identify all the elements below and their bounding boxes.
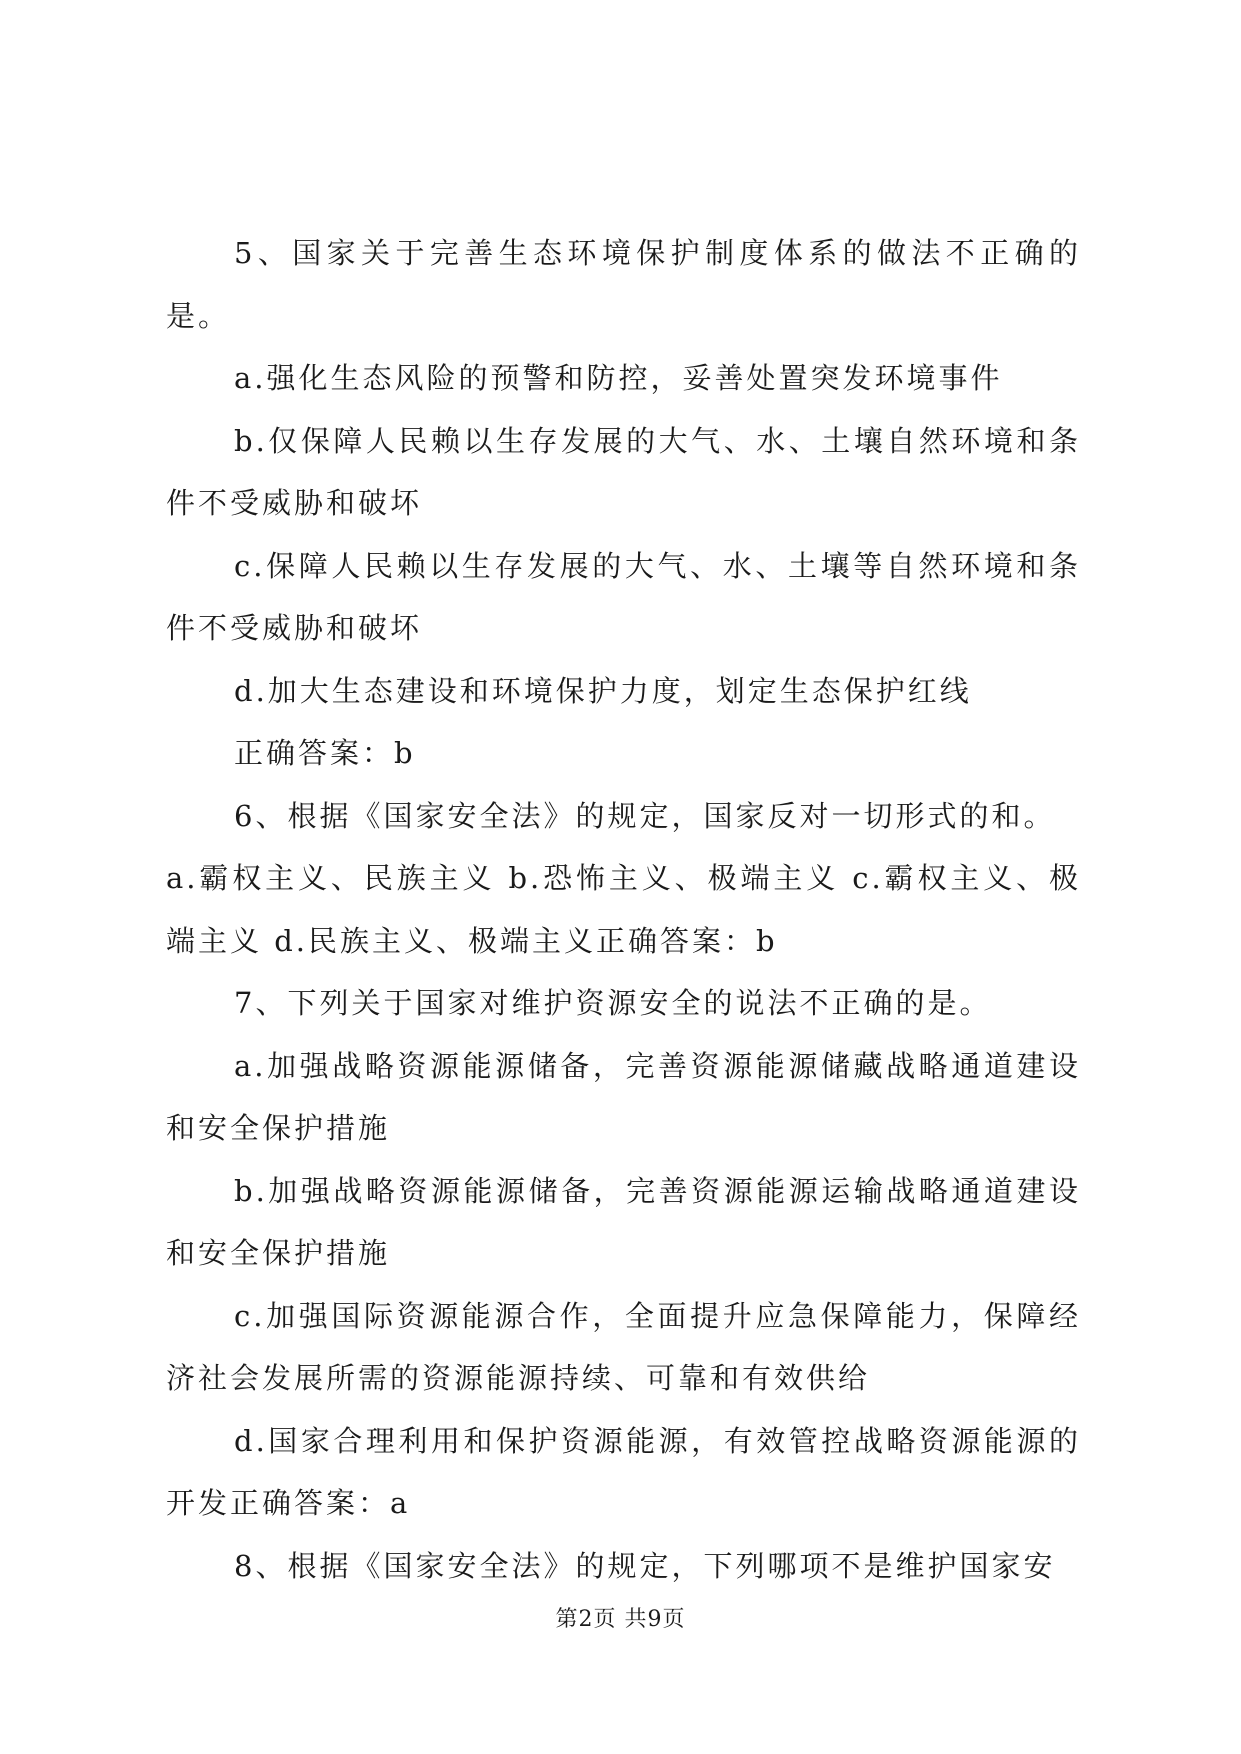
question-7-option-a: a.加强战略资源能源储备，完善资源能源储藏战略通道建设和安全保护措施 <box>166 1048 1081 1145</box>
question-5-option-c: c.保障人民赖以生存发展的大气、水、土壤等自然环境和条件不受威胁和破坏 <box>166 548 1081 645</box>
question-7-stem: 7、下列关于国家对维护资源安全的说法不正确的是。 <box>234 986 992 1020</box>
question-5-stem: 5、国家关于完善生态环境保护制度体系的做法不正确的是。 <box>166 236 1081 333</box>
question-8-stem: 8、根据《国家安全法》的规定，下列哪项不是维护国家安 <box>234 1548 1056 1583</box>
page-footer: 第2页 共9页 <box>555 1607 686 1632</box>
document-body <box>166 222 1081 1597</box>
question-6-options-answer: a.霸权主义、民族主义 b.恐怖主义、极端主义 c.霸权主义、极端主义 d.民族主义、极端主义正确答案：b <box>166 861 1081 958</box>
question-7-option-d-answer: d.国家合理利用和保护资源能源，有效管控战略资源能源的开发正确答案：a <box>166 1423 1081 1520</box>
question-6-stem: 6、根据《国家安全法》的规定，国家反对一切形式的和。 <box>234 798 1056 833</box>
question-5-option-a: a.强化生态风险的预警和防控，妥善处置突发环境事件 <box>234 361 1003 395</box>
question-5-option-d: d.加大生态建设和环境保护力度，划定生态保护红线 <box>234 673 972 708</box>
question-7-option-b: b.加强战略资源能源储备，完善资源能源运输战略通道建设和安全保护措施 <box>166 1173 1081 1270</box>
question-5-option-b: b.仅保障人民赖以生存发展的大气、水、土壤自然环境和条件不受威胁和破坏 <box>166 423 1081 520</box>
question-5-answer: 正确答案：b <box>234 736 416 770</box>
question-7-option-c: c.加强国际资源能源合作，全面提升应急保障能力，保障经济社会发展所需的资源能源持续、可靠和有效供给 <box>166 1298 1081 1395</box>
